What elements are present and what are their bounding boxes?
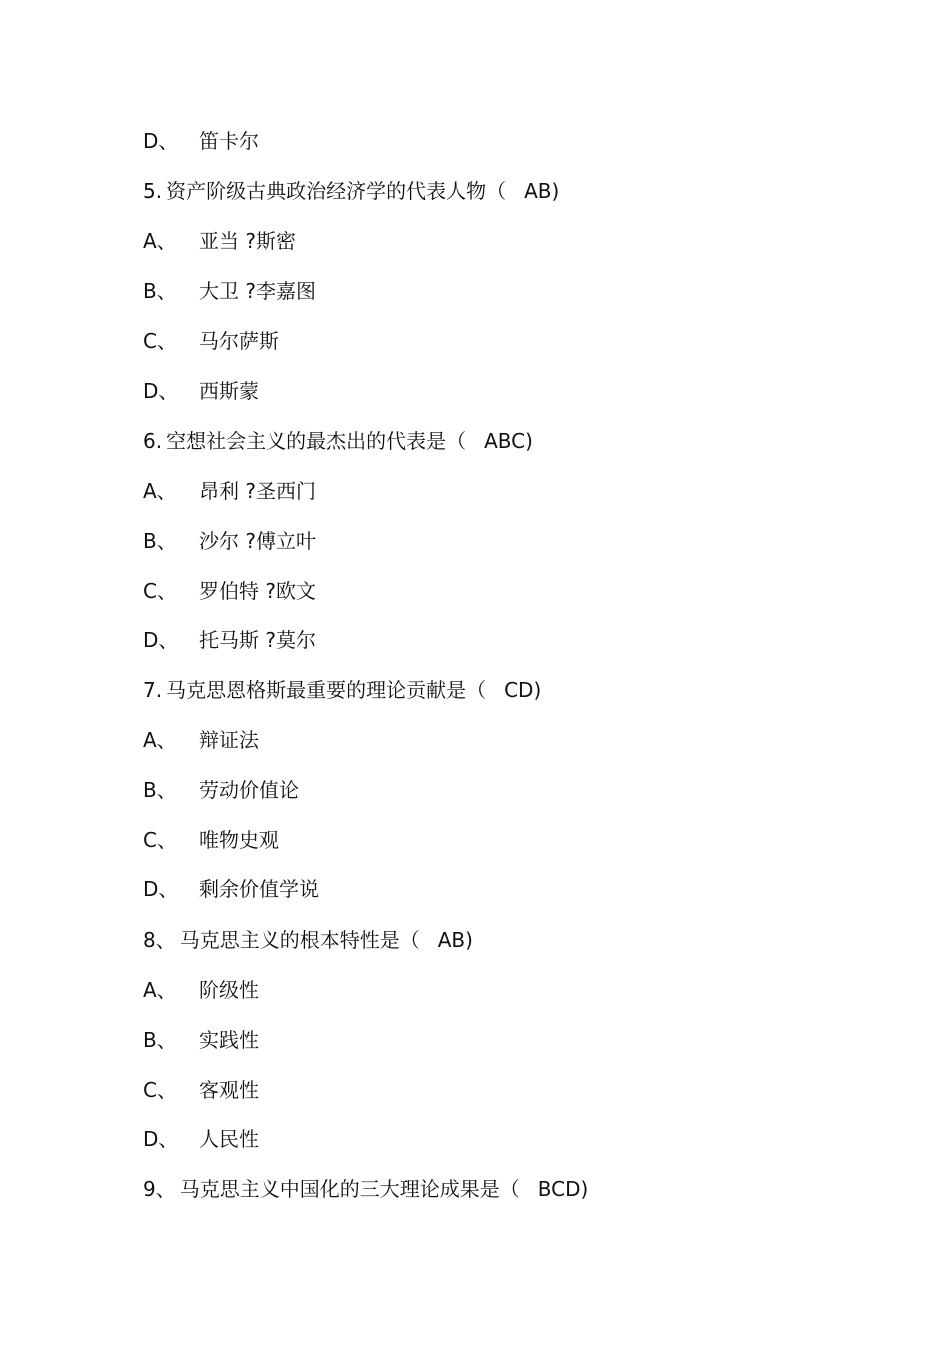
option-letter: D、: [143, 877, 179, 901]
option-letter: C、: [143, 1078, 177, 1102]
question-answer: AB): [524, 179, 560, 203]
option-line: [143, 725, 259, 755]
option-letter: A、: [143, 229, 177, 253]
option-text: 唯物史观: [199, 828, 279, 852]
option-line: [143, 376, 259, 406]
question-text: 马克思主义中国化的三大理论成果是（: [179, 1177, 520, 1201]
question-line: [143, 675, 541, 705]
option-line: [143, 326, 279, 356]
option-text: 罗伯特 ?欧文: [199, 579, 316, 603]
option-letter: D、: [143, 129, 179, 153]
question-line: [143, 925, 473, 955]
option-letter: A、: [143, 728, 177, 752]
option-letter: B、: [143, 1028, 177, 1052]
question-text: 资产阶级古典政治经济学的代表人物（: [166, 179, 507, 203]
option-line: [143, 1124, 259, 1154]
option-line: [143, 276, 316, 306]
question-line: [143, 176, 559, 206]
option-text: 托马斯 ?莫尔: [199, 628, 316, 652]
option-text: 人民性: [199, 1127, 259, 1151]
option-letter: B、: [143, 778, 177, 802]
question-text: 马克思恩格斯最重要的理论贡献是（: [166, 678, 487, 702]
option-line: [143, 874, 319, 904]
option-text: 西斯蒙: [199, 379, 259, 403]
option-line: [143, 975, 259, 1005]
option-text: 沙尔 ?傅立叶: [199, 529, 316, 553]
option-line: [143, 1075, 259, 1105]
option-line: [143, 1025, 259, 1055]
question-line: [143, 1174, 588, 1204]
option-line: [143, 625, 316, 655]
question-number: 9、: [143, 1177, 176, 1201]
question-text: 空想社会主义的最杰出的代表是（: [166, 429, 467, 453]
option-text: 辩证法: [199, 728, 259, 752]
option-letter: A、: [143, 479, 177, 503]
option-letter: D、: [143, 628, 179, 652]
option-line: [143, 226, 296, 256]
question-number: 6.: [143, 429, 163, 453]
option-text: 劳动价值论: [199, 778, 299, 802]
question-answer: BCD): [537, 1177, 589, 1201]
question-answer: AB): [437, 928, 473, 952]
option-letter: C、: [143, 329, 177, 353]
option-letter: C、: [143, 579, 177, 603]
option-letter: A、: [143, 978, 177, 1002]
question-number: 8、: [143, 928, 176, 952]
option-text: 实践性: [199, 1028, 259, 1052]
option-text: 笛卡尔: [199, 129, 259, 153]
option-letter: C、: [143, 828, 177, 852]
option-letter: D、: [143, 379, 179, 403]
question-line: [143, 426, 533, 456]
option-text: 阶级性: [199, 978, 259, 1002]
question-answer: CD): [504, 678, 542, 702]
question-answer: ABC): [484, 429, 533, 453]
option-line: [143, 576, 316, 606]
question-text: 马克思主义的根本特性是（: [179, 928, 420, 952]
option-line: [143, 775, 299, 805]
option-text: 剩余价值学说: [199, 877, 319, 901]
option-text: 亚当 ?斯密: [199, 229, 296, 253]
option-text: 客观性: [199, 1078, 259, 1102]
question-number: 5.: [143, 179, 163, 203]
option-letter: B、: [143, 529, 177, 553]
option-text: 马尔萨斯: [199, 329, 279, 353]
option-line: [143, 126, 259, 156]
option-line: [143, 825, 279, 855]
option-line: [143, 476, 316, 506]
option-text: 大卫 ?李嘉图: [199, 279, 316, 303]
option-line: [143, 526, 316, 556]
question-number: 7.: [143, 678, 163, 702]
option-text: 昂利 ?圣西门: [199, 479, 316, 503]
option-letter: B、: [143, 279, 177, 303]
option-letter: D、: [143, 1127, 179, 1151]
